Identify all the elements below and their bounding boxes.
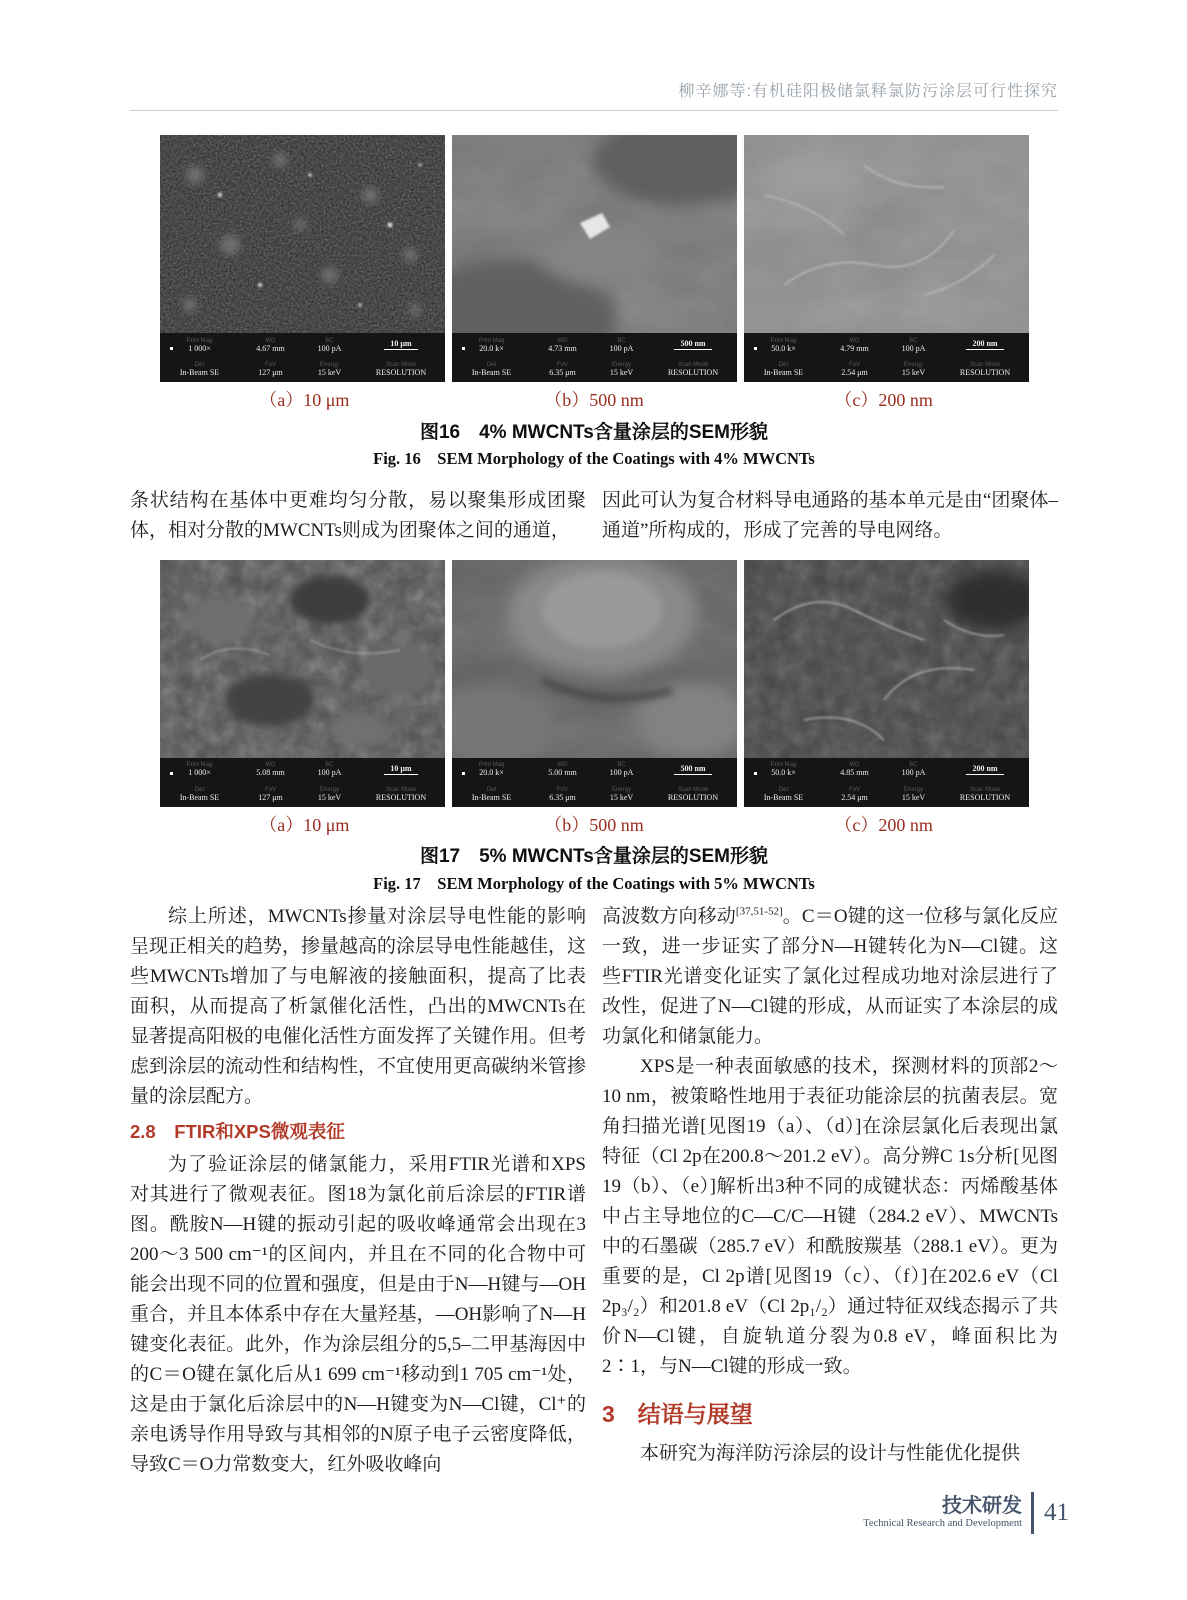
sem-metadata-bar: [160, 758, 445, 807]
panel-label-c: （c）200 nm: [834, 390, 933, 410]
meta-label: FoV: [264, 786, 276, 793]
running-header: 柳辛娜等:有机硅阳极储氯释氯防污涂层可行性探究: [130, 0, 1058, 111]
beam-marker-dot: [462, 347, 465, 350]
meta-value-det: In-Beam SE: [179, 792, 220, 802]
meta-label: WD: [265, 762, 276, 769]
body-column-left: [130, 902, 586, 1480]
meta-label: FoV: [848, 362, 860, 369]
meta-label: Det: [486, 362, 497, 369]
body-column-right: [602, 902, 1058, 1480]
page-number: 41: [1044, 1499, 1069, 1526]
meta-value-energy: 15 keV: [901, 792, 926, 802]
meta-value-bc: 100 pA: [901, 768, 926, 778]
meta-value-wd: 4.73 mm: [548, 343, 577, 353]
meta-label: Print Mag: [770, 762, 797, 769]
sem-metadata-bar: [744, 758, 1029, 807]
sem-metadata-bar: [160, 333, 445, 382]
meta-value-energy: 15 keV: [317, 368, 342, 378]
meta-label: Scan Mode: [677, 362, 709, 369]
meta-value-energy: 15 keV: [609, 368, 634, 378]
meta-value-fov: 2.54 μm: [841, 792, 868, 802]
meta-label: Det: [194, 362, 205, 369]
meta-label: Energy: [903, 362, 923, 369]
meta-label: Print Mag: [478, 762, 505, 769]
sem-micrograph-17a: [160, 560, 445, 758]
meta-value-wd: 5.00 mm: [548, 768, 577, 778]
meta-value-bc: 100 pA: [901, 343, 926, 353]
figure-16-caption-en: Fig. 16 SEM Morphology of the Coatings with 4% MWCNTs: [373, 449, 815, 469]
panel-label-a: （a）10 μm: [259, 390, 350, 410]
paragraph: XPS是一种表面敏感的技术，探测材料的顶部2～10 nm，被策略性地用于表征功能涂层的抗菌表层。宽角扫描光谱[见图19（a）、（d）]在涂层氯化后表现出氯特征（Cl 2p在200.8～201.2 eV）。高分辨C 1s分析[见图19（b）、（e）]解析出3种不同的成键状态：丙烯酸基体中占主导地位的C—C/C—H键（284.2 eV）、MWCNTs中的石墨碳（285.7 eV）和酰胺羰基（288.1 eV）。更为重要的是，Cl 2p谱[见图19（c）、（f）]在202.6 eV（Cl 2p₃/₂）和201.8 eV（Cl 2p₁/₂）通过特征双线态揭示了共价N—Cl键，自旋轨道分裂为0.8 eV，峰面积比为2∶1，与N—Cl键的形成一致。: [602, 1056, 1058, 1378]
scale-bar: 10 μm: [384, 765, 417, 775]
meta-value-print-mag: 20.0 k×: [479, 768, 504, 778]
figure-16-panel-labels: [160, 390, 1029, 412]
meta-label: Det: [194, 786, 205, 793]
meta-label: Det: [778, 786, 789, 793]
meta-value-det: In-Beam SE: [179, 368, 220, 378]
meta-label: Energy: [319, 786, 339, 793]
sem-panel-17c: [744, 560, 1029, 807]
meta-value-scan-mode: RESOLUTION: [959, 368, 1011, 378]
meta-label: WD: [265, 337, 276, 344]
intertext-columns: [130, 486, 1058, 546]
meta-label: FoV: [848, 786, 860, 793]
sem-panel-17b: [452, 560, 737, 807]
meta-value-bc: 100 pA: [609, 343, 634, 353]
meta-value-bc: 100 pA: [317, 768, 342, 778]
paragraph: 综上所述，MWCNTs掺量对涂层导电性能的影响呈现正相关的趋势，掺量越高的涂层导电性能越佳，这些MWCNTs增加了与电解液的接触面积，提高了比表面积，从而提高了析氯催化活性，凸出的MWCNTs在显著提高阳极的电催化活性方面发挥了关键作用。但考虑到涂层的流动性和结构性，不宜使用更高碳纳米管掺量的涂层配方。: [130, 906, 587, 1108]
scale-bar: 500 nm: [674, 765, 711, 775]
meta-label: FoV: [556, 786, 568, 793]
meta-value-bc: 100 pA: [317, 343, 342, 353]
scale-bar: 500 nm: [674, 340, 711, 350]
figure-16-caption-zh: 图16 4% MWCNTs含量涂层的SEM形貌: [419, 421, 768, 443]
beam-marker-dot: [754, 347, 757, 350]
sem-micrograph-16a: [160, 135, 445, 333]
meta-label: Scan Mode: [385, 362, 417, 369]
meta-value-bc: 100 pA: [609, 768, 634, 778]
paragraph: 本研究为海洋防污涂层的设计与性能优化提供: [640, 1443, 1021, 1465]
meta-value-scan-mode: RESOLUTION: [959, 792, 1011, 802]
meta-value-energy: 15 keV: [317, 792, 342, 802]
section-heading-2-8: 2.8 FTIR和XPS微观表征: [130, 1121, 345, 1143]
scale-bar: 200 nm: [966, 340, 1003, 350]
meta-label: Print Mag: [186, 337, 213, 344]
paragraph-text: 。C＝O键的这一位移与氯化反应一致，进一步证实了部分N—H键转化为N—Cl键。这些FTIR光谱变化证实了氯化过程成功地对涂层进行了改性，促进了N—Cl键的形成，从而证实了本涂层的成功氯化和储氯能力。: [602, 906, 1058, 1048]
sem-micrograph-16c: [744, 135, 1029, 333]
figure-16: [130, 135, 1058, 470]
meta-value-print-mag: 50.0 k×: [771, 343, 796, 353]
meta-value-wd: 4.79 mm: [840, 343, 869, 353]
page-footer: [863, 1492, 1069, 1534]
meta-label: FoV: [264, 362, 276, 369]
meta-label: Energy: [903, 786, 923, 793]
section-heading-3: 3 结语与展望: [602, 1401, 753, 1428]
meta-value-fov: 2.54 μm: [841, 368, 868, 378]
meta-value-det: In-Beam SE: [763, 368, 804, 378]
meta-label: Det: [778, 362, 789, 369]
sem-panel-16b: [452, 135, 737, 382]
panel-label-b: （b）500 nm: [544, 390, 644, 410]
meta-label: WD: [849, 762, 860, 769]
meta-value-fov: 127 μm: [258, 792, 283, 802]
footer-section-en: Technical Research and Development: [863, 1518, 1022, 1530]
figure-17-caption-zh: 图17 5% MWCNTs含量涂层的SEM形貌: [419, 846, 768, 868]
meta-value-print-mag: 1 000×: [188, 343, 211, 353]
sem-panel-17a: [160, 560, 445, 807]
figure-17: [130, 560, 1058, 895]
meta-label: BC: [617, 762, 626, 769]
meta-label: WD: [557, 762, 568, 769]
meta-label: Print Mag: [478, 337, 505, 344]
beam-marker-dot: [462, 772, 465, 775]
meta-label: Det: [486, 786, 497, 793]
sem-metadata-bar: [744, 333, 1029, 382]
meta-label: Scan Mode: [677, 786, 709, 793]
meta-value-fov: 6.35 μm: [549, 792, 576, 802]
meta-label: WD: [849, 337, 860, 344]
meta-label: Energy: [611, 786, 631, 793]
intertext-left: 条状结构在基体中更难均匀分散，易以聚集形成团聚体，相对分散的MWCNTs则成为团聚体之间的通道，: [130, 489, 586, 541]
meta-label: BC: [325, 337, 334, 344]
meta-label: Scan Mode: [969, 786, 1001, 793]
figure-16-image-row: [160, 135, 1029, 382]
footer-divider: [1031, 1492, 1034, 1534]
meta-value-print-mag: 50.0 k×: [771, 768, 796, 778]
footer-section-zh: 技术研发: [942, 1495, 1022, 1518]
meta-value-scan-mode: RESOLUTION: [375, 792, 427, 802]
intertext-right: 因此可认为复合材料导电通路的基本单元是由“团聚体–通道”所构成的，形成了完善的导电网络。: [602, 489, 1058, 541]
meta-value-wd: 5.08 mm: [256, 768, 285, 778]
meta-label: BC: [325, 762, 334, 769]
beam-marker-dot: [754, 772, 757, 775]
scale-bar: 10 μm: [384, 340, 417, 350]
meta-label: BC: [617, 337, 626, 344]
figure-17-caption-en: Fig. 17 SEM Morphology of the Coatings with 5% MWCNTs: [373, 873, 815, 893]
meta-label: Energy: [611, 362, 631, 369]
figure-17-panel-labels: [160, 815, 1029, 837]
meta-label: Scan Mode: [385, 786, 417, 793]
meta-value-det: In-Beam SE: [471, 368, 512, 378]
sem-micrograph-16b: [452, 135, 737, 333]
panel-label-a: （a）10 μm: [259, 814, 350, 835]
meta-value-scan-mode: RESOLUTION: [667, 368, 719, 378]
paragraph: [602, 902, 1058, 1052]
meta-label: BC: [909, 337, 918, 344]
meta-value-det: In-Beam SE: [763, 792, 804, 802]
body-columns: [130, 902, 1058, 1480]
meta-value-print-mag: 1 000×: [188, 768, 211, 778]
meta-label: Scan Mode: [969, 362, 1001, 369]
sem-micrograph-17c: [744, 560, 1029, 758]
meta-value-fov: 6.35 μm: [549, 368, 576, 378]
meta-value-energy: 15 keV: [901, 368, 926, 378]
meta-value-scan-mode: RESOLUTION: [667, 792, 719, 802]
meta-value-wd: 4.67 mm: [256, 343, 285, 353]
footer-section: [863, 1495, 1022, 1531]
meta-value-fov: 127 μm: [258, 368, 283, 378]
meta-label: Print Mag: [770, 337, 797, 344]
meta-value-energy: 15 keV: [609, 792, 634, 802]
beam-marker-dot: [170, 347, 173, 350]
sem-panel-16c: [744, 135, 1029, 382]
paragraph: 为了验证涂层的储氯能力，采用FTIR光谱和XPS对其进行了微观表征。图18为氯化前后涂层的FTIR谱图。酰胺N—H键的振动引起的吸收峰通常会出现在3 200～3 500 cm⁻¹的区间内，并且在不同的化合物中可能会出现不同的位置和强度，但是由于N—H键与—OH重合，并且本体系中存在大量羟基，—OH影响了N—H键变化表征。此外，作为涂层组分的5,5–二甲基海因中的C＝O键在氯化后从1 699 cm⁻¹移动到1 705 cm⁻¹处，这是由于氯化后涂层中的N—H键变为N—Cl键，Cl⁺的亲电诱导作用导致与其相邻的N原子电子云密度降低，导致C＝O力常数变大，红外吸收峰向: [130, 1154, 586, 1476]
panel-label-c: （c）200 nm: [834, 814, 933, 835]
meta-value-wd: 4.85 mm: [840, 768, 869, 778]
meta-label: WD: [557, 337, 568, 344]
figure-17-image-row: [160, 560, 1029, 807]
sem-metadata-bar: [452, 333, 737, 382]
meta-label: FoV: [556, 362, 568, 369]
meta-label: Print Mag: [186, 762, 213, 769]
citation-superscript: [37,51-52]: [735, 906, 783, 919]
meta-value-scan-mode: RESOLUTION: [375, 368, 427, 378]
meta-label: Energy: [319, 362, 339, 369]
meta-value-print-mag: 20.0 k×: [479, 343, 504, 353]
sem-micrograph-17b: [452, 560, 737, 758]
paragraph-text: 高波数方向移动: [602, 906, 736, 928]
scale-bar: 200 nm: [966, 765, 1003, 775]
sem-metadata-bar: [452, 758, 737, 807]
meta-label: BC: [909, 762, 918, 769]
sem-panel-16a: [160, 135, 445, 382]
panel-label-b: （b）500 nm: [544, 814, 644, 835]
beam-marker-dot: [170, 772, 173, 775]
meta-value-det: In-Beam SE: [471, 792, 512, 802]
